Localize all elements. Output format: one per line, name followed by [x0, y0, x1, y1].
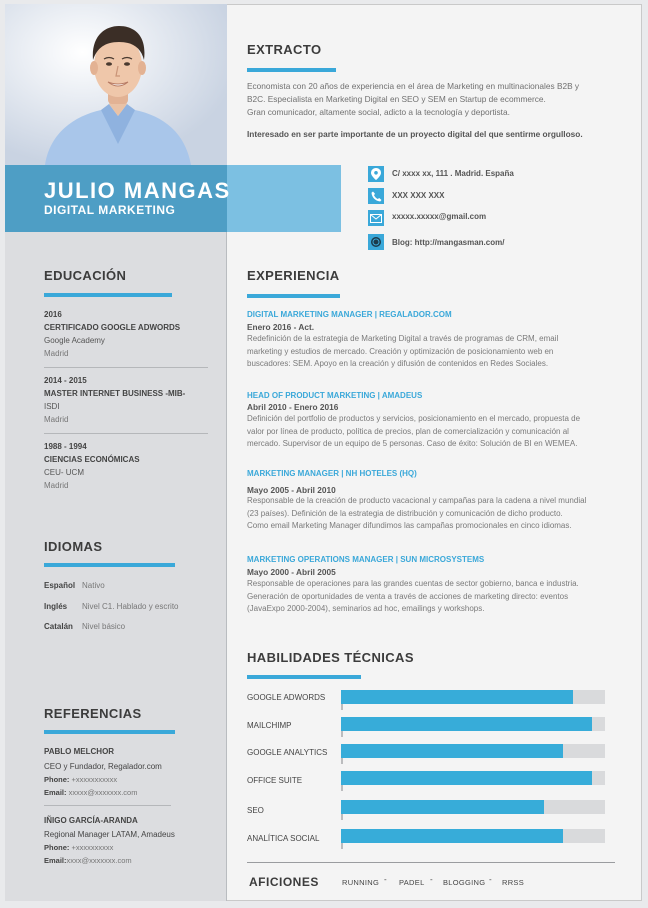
- job-description-line: (JavaExpo 2000-2004), seminarios ad hoc, emailings y workshops.: [247, 604, 485, 613]
- education-location: Madrid: [44, 349, 69, 358]
- reference-email-value[interactable]: xxxxx@xxxxxxx.com: [68, 788, 138, 797]
- summary-heading-bar: [247, 68, 336, 72]
- skill-bar: [341, 690, 605, 704]
- skill-bar-fill: [341, 829, 563, 843]
- location-pin-icon: [368, 166, 384, 182]
- skill-bar-fill: [341, 690, 573, 704]
- education-school: ISDI: [44, 402, 60, 411]
- education-degree: MASTER INTERNET BUSINESS -MIB-: [44, 389, 186, 398]
- hobby-separator: -: [489, 875, 492, 884]
- education-location: Madrid: [44, 481, 69, 490]
- reference-role: CEO y Fundador, Regalador.com: [44, 762, 162, 771]
- summary-heading: EXTRACTO: [247, 42, 322, 57]
- skill-bar: [341, 829, 605, 843]
- job-title: DIGITAL MARKETING MANAGER | REGALADOR.COM: [247, 310, 452, 319]
- education-degree: CIENCIAS ECONÓMICAS: [44, 455, 140, 464]
- reference-phone-label: Phone:: [44, 843, 70, 852]
- skill-bar-fill: [341, 744, 563, 758]
- job-date: Enero 2016 - Act.: [247, 322, 315, 332]
- job-description-line: Redefinición de la estrategia de Marketing Digital a través de programas de CRM, email: [247, 334, 559, 343]
- skill-bar-fill: [341, 771, 592, 785]
- education-year: 1988 - 1994: [44, 442, 87, 451]
- reference-email-label: Email:: [44, 788, 67, 797]
- skill-bar-tick: [341, 843, 343, 849]
- skill-label: SEO: [247, 806, 264, 815]
- envelope-icon: [368, 210, 384, 226]
- job-title: HEAD OF PRODUCT MARKETING | AMADEUS: [247, 391, 423, 400]
- skills-heading: HABILIDADES TÉCNICAS: [247, 650, 414, 665]
- contact-blog[interactable]: Blog: http://mangasman.com/: [392, 238, 505, 247]
- job-date: Mayo 2000 - Abril 2005: [247, 567, 336, 577]
- education-location: Madrid: [44, 415, 69, 424]
- hobby-item: RRSS: [502, 878, 525, 887]
- hobby-separator: -: [384, 875, 387, 884]
- job-title: MARKETING OPERATIONS MANAGER | SUN MICROSYSTEMS: [247, 555, 485, 564]
- reference-phone-label: Phone:: [44, 775, 70, 784]
- language-name: Catalán: [44, 622, 73, 631]
- hobby-separator: -: [430, 875, 433, 884]
- job-description-line: (23 países). Definición de la estrategia de distribución y comunicación de dicho producto.: [247, 508, 563, 518]
- skill-bar-fill: [341, 717, 592, 731]
- job-description: [247, 333, 617, 371]
- summary-text: [247, 80, 607, 119]
- reference-phone-value: +xxxxxxxxxx: [71, 843, 114, 852]
- hobbies-heading: AFICIONES: [249, 875, 319, 889]
- skill-label: MAILCHIMP: [247, 721, 292, 730]
- job-description: [247, 495, 617, 533]
- experience-heading-bar: [247, 294, 340, 298]
- hobby-item: PADEL: [399, 878, 425, 887]
- skill-bar: [341, 800, 605, 814]
- summary-line: Gran comunicador, altamente social, adicto a la tecnología y deportista.: [247, 107, 510, 117]
- reference-email: [44, 788, 137, 797]
- job-date: Mayo 2005 - Abril 2010: [247, 485, 336, 495]
- job-description-line: buscadores: SEM. Apoyo en la creación y difusión de contenidos en Redes Sociales.: [247, 359, 549, 368]
- job-title: MARKETING MANAGER | NH HOTELES (HQ): [247, 469, 417, 478]
- education-heading: EDUCACIÓN: [44, 268, 127, 283]
- reference-divider: [44, 805, 171, 806]
- reference-name: IÑIGO GARCÍA-ARANDA: [44, 816, 138, 825]
- reference-phone: [44, 775, 117, 784]
- skill-bar-tick: [341, 785, 343, 791]
- summary-line: Economista con 20 años de experiencia en el área de Marketing en multinacionales B2B y: [247, 81, 580, 91]
- profile-photo: [5, 4, 227, 165]
- skill-bar: [341, 717, 605, 731]
- skill-bar-tick: [341, 758, 343, 764]
- blog-icon: [368, 234, 384, 250]
- experience-heading: EXPERIENCIA: [247, 268, 340, 283]
- references-heading-bar: [44, 730, 175, 734]
- languages-heading-bar: [44, 563, 175, 567]
- skill-bar-tick: [341, 704, 343, 710]
- candidate-name: JULIO MANGAS: [44, 178, 231, 203]
- job-date: Abril 2010 - Enero 2016: [247, 402, 339, 412]
- skill-label: GOOGLE ADWORDS: [247, 693, 326, 702]
- skill-label: ANALÍTICA SOCIAL: [247, 834, 320, 843]
- language-level: Nivel C1. Hablado y escrito: [82, 602, 179, 611]
- phone-icon: [368, 188, 384, 204]
- hobbies-rule: [247, 862, 615, 863]
- reference-name: PABLO MELCHOR: [44, 747, 115, 756]
- job-description: [247, 578, 617, 616]
- reference-phone: [44, 843, 113, 852]
- language-level: Nativo: [82, 581, 105, 590]
- skill-bar-tick: [341, 814, 343, 820]
- skill-label: GOOGLE ANALYTICS: [247, 748, 328, 757]
- education-divider: [44, 433, 208, 434]
- job-description-line: valor por línea de producto, política de precios, plan de comercialización y comunicación al: [247, 426, 569, 436]
- hobby-item: BLOGGING: [443, 878, 486, 887]
- hobby-item: RUNNING: [342, 878, 380, 887]
- education-divider: [44, 367, 208, 368]
- contact-address: C/ xxxx xx, 111 . Madrid. España: [392, 169, 514, 178]
- job-description-line: Definición del portfolio de productos y servicios, posicionamiento en el mercado, propuesta de: [247, 414, 581, 423]
- education-degree: CERTIFICADO GOOGLE ADWORDS: [44, 323, 181, 332]
- skill-bar-fill: [341, 800, 544, 814]
- job-description-line: marketing y estudios de mercado. Creación y optimización de posicionamiento web en: [247, 346, 554, 356]
- job-description-line: Responsable de la creación de producto vacacional y campañas para la cadena a nivel mundial: [247, 496, 587, 505]
- reference-email-value[interactable]: xxxx@xxxxxxx.com: [66, 856, 132, 865]
- skill-bar-tick: [341, 731, 343, 737]
- education-year: 2016: [44, 310, 62, 319]
- job-description-line: Como email Marketing Manager difundimos las campañas promocionales en cinco idiomas.: [247, 521, 572, 530]
- education-school: Google Academy: [44, 336, 105, 345]
- education-year: 2014 - 2015: [44, 376, 87, 385]
- name-banner-extension: [227, 165, 341, 232]
- skill-bar: [341, 771, 605, 785]
- contact-email[interactable]: xxxxx.xxxxx@gmail.com: [392, 212, 487, 221]
- reference-email-label: Email:: [44, 856, 67, 865]
- education-heading-bar: [44, 293, 172, 297]
- job-description: [247, 413, 617, 451]
- reference-role: Regional Manager LATAM, Amadeus: [44, 830, 175, 839]
- candidate-title: DIGITAL MARKETING: [44, 203, 176, 217]
- summary-line: B2C. Especialista en Marketing Digital en SEO y SEM en Startup de ecommerce.: [247, 94, 546, 104]
- skills-heading-bar: [247, 675, 361, 679]
- language-level: Nivel básico: [82, 622, 126, 631]
- skill-label: OFFICE SUITE: [247, 776, 303, 785]
- job-description-line: mercado. Supervisor de un equipo de 5 personas. Caso de éxito: Solución de BI en WEMEA.: [247, 439, 578, 448]
- education-school: CEU- UCM: [44, 468, 84, 477]
- reference-email: [44, 856, 132, 865]
- references-heading: REFERENCIAS: [44, 706, 142, 721]
- language-name: Inglés: [44, 602, 68, 611]
- job-description-line: Generación de oportunidades de venta a través de acciones de marketing directo: eventos: [247, 591, 569, 601]
- languages-heading: IDIOMAS: [44, 539, 103, 554]
- summary-highlight: Interesado en ser parte importante de un proyecto digital del que sentirme orgulloso.: [247, 129, 583, 139]
- reference-phone-value: +xxxxxxxxxxx: [71, 775, 118, 784]
- job-description-line: Responsable de operaciones para las grandes cuentas de sector gobierno, banca e industria.: [247, 579, 579, 588]
- skill-bar: [341, 744, 605, 758]
- language-name: Español: [44, 581, 76, 590]
- contact-phone: XXX XXX XXX: [392, 191, 445, 200]
